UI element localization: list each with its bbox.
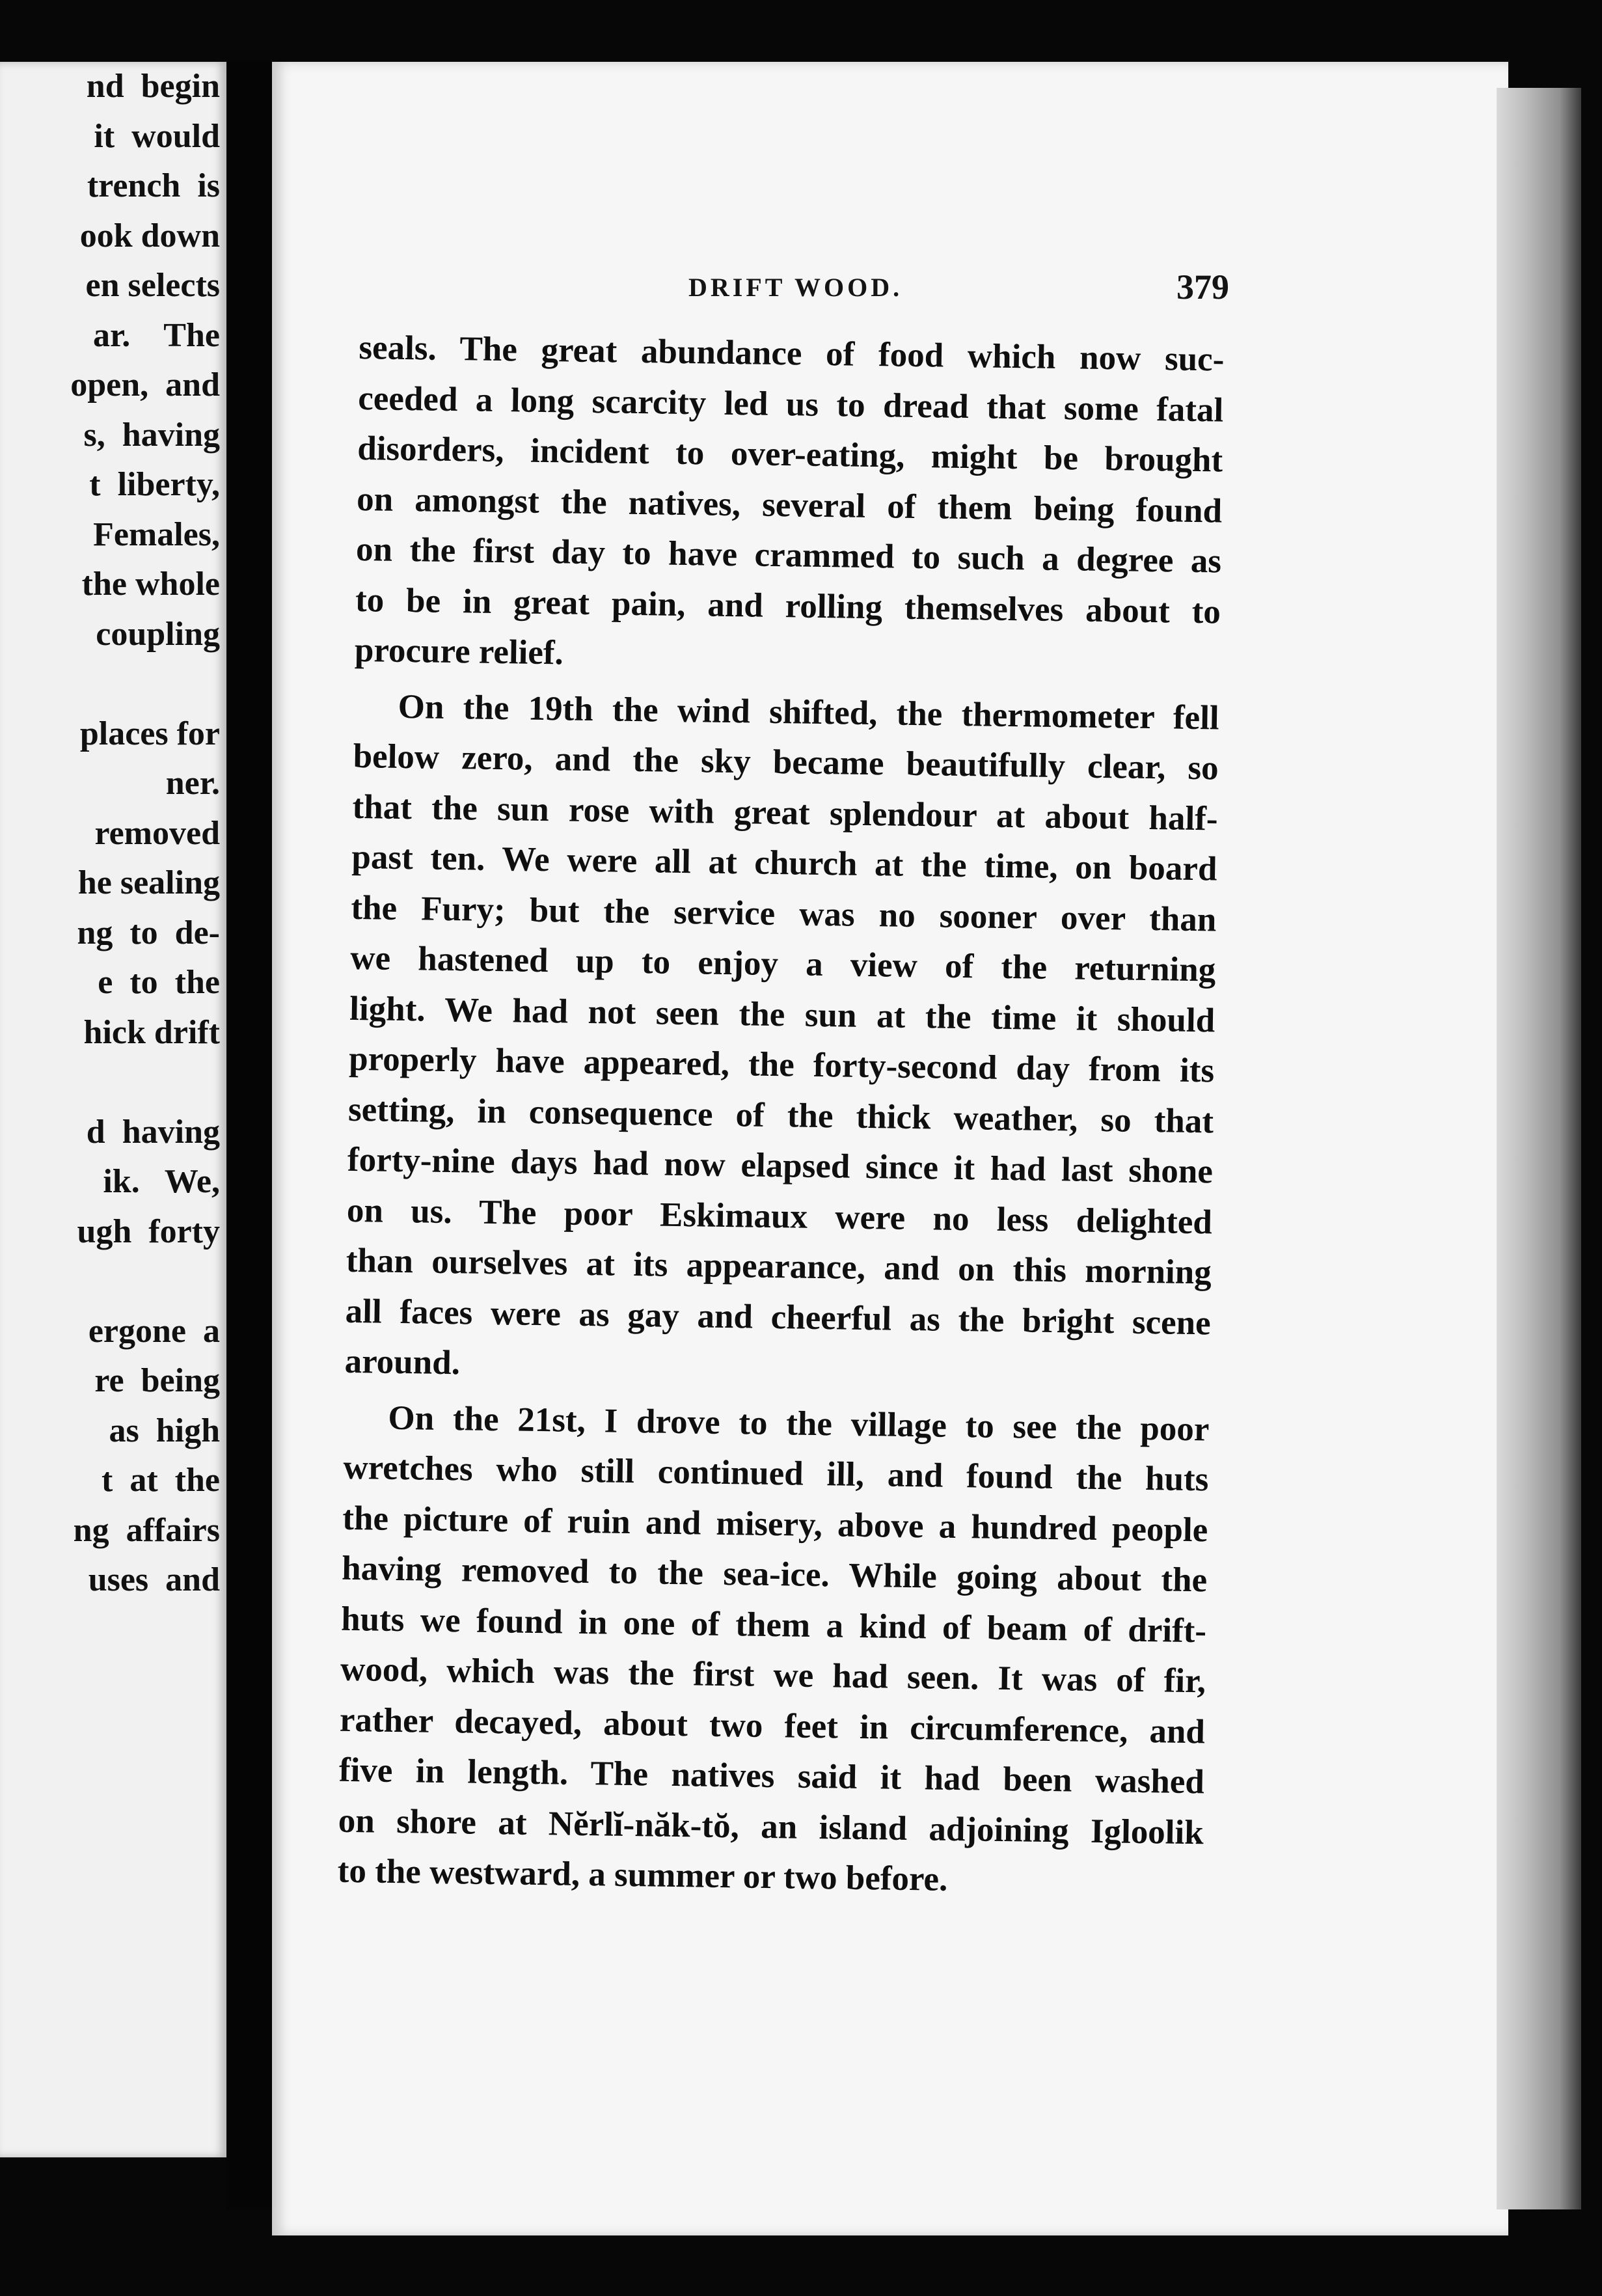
left-page-line: uses and [88, 1561, 220, 1598]
running-head: DRIFT WOOD. [688, 273, 903, 302]
left-page-line: ik. We, [103, 1163, 220, 1200]
left-page-line: t liberty, [89, 466, 220, 503]
left-page-line: nd begin [86, 68, 220, 105]
left-page-line: as high [109, 1412, 220, 1449]
left-page-line: en selects [85, 267, 220, 304]
left-page-line: trench is [87, 167, 220, 204]
left-page-line: ng to de- [77, 914, 220, 951]
text-line: light. We had not seen the sun at the time it should [349, 989, 1215, 1039]
text-line: all faces were as gay and cheerful as the bright scene [345, 1292, 1212, 1342]
left-page-line: ergone a [88, 1312, 220, 1350]
text-line: on amongst the natives, several of them being found [356, 480, 1223, 530]
text-line: than ourselves at its appearance, and on this morning [346, 1241, 1212, 1292]
paragraph-2 [344, 681, 1219, 1399]
left-page-line: ner. [165, 765, 220, 802]
text-line: On the 19th the wind shifted, the thermometer fell [398, 687, 1220, 737]
left-page-line: t at the [102, 1462, 220, 1499]
left-page [0, 62, 226, 2157]
left-page-line: coupling [96, 615, 220, 653]
body-text [337, 323, 1225, 1914]
left-page-line: removed [94, 814, 220, 852]
text-line: we hastened up to enjoy a view of the returning [349, 938, 1216, 989]
page-edge [1497, 88, 1581, 2209]
left-page-line: s, having [83, 416, 220, 454]
text-line: wretches who still continued ill, and found the huts [343, 1448, 1209, 1499]
text-line: to the westward, a summer or two before. [337, 1852, 948, 1898]
text-line: seals. The great abundance of food which now suc- [359, 328, 1225, 379]
left-page-line: the whole [81, 566, 220, 603]
left-page-text [0, 62, 220, 1606]
text-line: around. [344, 1342, 461, 1382]
text-line: disorders, incident to over-eating, might be brought [357, 429, 1223, 480]
text-line: on the first day to have crammed to such a degree as [355, 530, 1222, 581]
text-line: forty-nine days had now elapsed since it had last shone [347, 1140, 1214, 1191]
left-page-line: ugh forty [77, 1212, 220, 1250]
left-page-line: hick drift [83, 1013, 220, 1051]
left-page-line [0, 659, 220, 709]
left-page-line: open, and [70, 366, 220, 403]
left-page-line: re being [94, 1362, 220, 1399]
left-page-line: ar. The [92, 316, 220, 354]
left-page-line: ng affairs [73, 1511, 220, 1549]
text-line: below zero, and the sky became beautifully clear, so [353, 737, 1219, 787]
text-line: On the 21st, I drove to the village to see the poor [388, 1399, 1210, 1448]
left-page-line [0, 1257, 220, 1307]
text-line: rather decayed, about two feet in circumference, and [339, 1701, 1206, 1751]
text-line: the picture of ruin and misery, above a hundred people [342, 1499, 1208, 1549]
text-line: wood, which was the first we had seen. It was of fir, [340, 1650, 1206, 1701]
page-number: 379 [1176, 267, 1229, 307]
left-page-line: ook down [79, 217, 220, 254]
text-line: huts we found in one of them a kind of beam of drift- [340, 1600, 1207, 1650]
text-line: five in length. The natives said it had been washed [338, 1751, 1205, 1801]
left-page-line: e to the [98, 964, 220, 1001]
paragraph-3 [337, 1392, 1210, 1908]
left-page-line: he sealing [77, 864, 220, 901]
text-line: properly have appeared, the forty-second day from its [348, 1039, 1215, 1090]
paragraph-1 [354, 323, 1224, 688]
text-line: to be in great pain, and rolling themselves about to [355, 581, 1221, 631]
text-line: ceeded a long scarcity led us to dread that some fatal [357, 379, 1224, 430]
text-line: having removed to the sea-ice. While going about the [341, 1549, 1208, 1600]
text-line: procure relief. [354, 631, 564, 672]
text-line: past ten. We were all at church at the time, on board [351, 838, 1217, 888]
text-line: on shore at Nĕrlĭ-năk-tŏ, an island adjoining Igloolik [338, 1801, 1204, 1852]
left-page-line: it would [94, 117, 220, 155]
text-line: setting, in consequence of the thick weather, so that [347, 1090, 1214, 1140]
left-page-line [0, 1058, 220, 1108]
left-page-line: places for [79, 715, 220, 752]
left-page-line: d having [86, 1113, 220, 1151]
text-line: that the sun rose with great splendour at about half- [352, 787, 1218, 838]
left-page-line: Females, [93, 515, 220, 553]
text-line: the Fury; but the service was no sooner over than [351, 888, 1217, 938]
book-gutter [226, 62, 272, 2209]
text-line: on us. The poor Eskimaux were no less delighted [346, 1191, 1213, 1241]
